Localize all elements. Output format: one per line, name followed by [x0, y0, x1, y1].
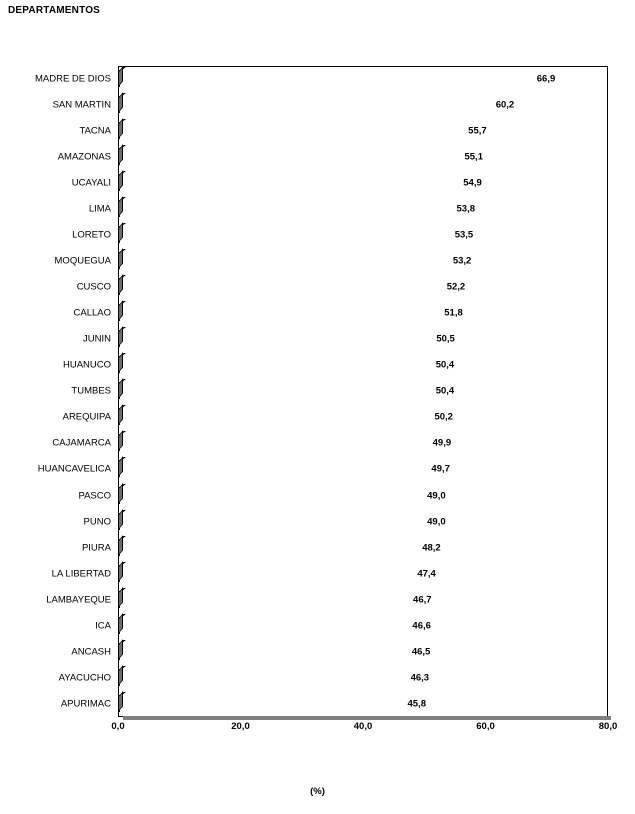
- bar: [118, 304, 435, 321]
- bar-row: [62, 352, 608, 378]
- bar-front-face: [118, 122, 120, 139]
- value-label: 53,5: [454, 229, 474, 241]
- bar-front-face: [118, 695, 120, 712]
- bar: [118, 382, 427, 399]
- category-label: MADRE DE DIOS: [34, 73, 111, 85]
- value-label: 49,7: [431, 463, 450, 475]
- bar-front-face: [118, 643, 120, 660]
- bar-side-face: [119, 144, 123, 164]
- bar-side-face: [119, 274, 123, 294]
- bar-row: [54, 248, 608, 274]
- category-label: LIMA: [88, 203, 111, 215]
- bar-row: [34, 66, 608, 92]
- bar-front-face: [118, 669, 120, 686]
- bar-row: [52, 92, 608, 118]
- bar-row: [79, 118, 608, 144]
- category-label: PUNO: [83, 516, 111, 528]
- bar: [118, 356, 427, 373]
- category-label: AYACUCHO: [58, 672, 111, 684]
- bar-side-face: [119, 431, 123, 451]
- bar-side-face: [119, 613, 123, 633]
- bar-side-face: [119, 561, 123, 581]
- category-label: PASCO: [78, 490, 111, 502]
- category-label: MOQUEGUA: [54, 255, 111, 267]
- bar-front-face: [118, 565, 120, 582]
- bar-side-face: [119, 639, 123, 659]
- category-label: APURIMAC: [60, 698, 111, 710]
- bar: [118, 539, 413, 556]
- bar-side-face: [119, 66, 123, 86]
- value-label: 49,9: [432, 437, 452, 449]
- bar: [118, 122, 459, 139]
- value-label: 50,2: [434, 411, 453, 423]
- value-label: 46,5: [411, 646, 431, 658]
- bar: [118, 278, 438, 295]
- category-label: TUMBES: [71, 385, 111, 397]
- bar-front-face: [118, 356, 120, 373]
- bar-side-face: [119, 665, 123, 685]
- bar-row: [46, 587, 608, 613]
- bar-row: [60, 691, 608, 717]
- value-label: 53,8: [456, 203, 476, 215]
- value-label: 45,8: [407, 698, 427, 710]
- category-label: AREQUIPA: [62, 411, 111, 423]
- category-label: PIURA: [81, 542, 111, 554]
- value-label: 46,7: [413, 594, 432, 606]
- bar-side-face: [119, 222, 123, 242]
- bar: [118, 174, 454, 191]
- bar-front-face: [118, 304, 120, 321]
- category-label: LA LIBERTAD: [51, 568, 111, 580]
- x-axis-title: (%): [310, 786, 325, 797]
- bar-row: [83, 509, 608, 535]
- bar-side-face: [119, 483, 123, 503]
- x-tick-label: 0,0: [111, 721, 125, 732]
- value-label: 52,2: [446, 281, 466, 293]
- bar-front-face: [118, 148, 120, 165]
- bar: [118, 408, 425, 425]
- category-label: JUNIN: [83, 333, 111, 345]
- category-label: CUSCO: [76, 281, 111, 293]
- bar: [118, 330, 427, 347]
- bar: [118, 669, 402, 686]
- value-label: 55,1: [464, 151, 483, 163]
- value-label: 49,0: [427, 516, 446, 528]
- bar-front-face: [118, 200, 120, 217]
- bar-row: [73, 300, 608, 326]
- value-label: 50,5: [436, 333, 455, 345]
- bar-row: [72, 222, 608, 248]
- value-label: 53,2: [452, 255, 472, 267]
- bar-side-face: [119, 535, 123, 555]
- bar-front-face: [118, 174, 120, 191]
- bar-row: [62, 404, 608, 430]
- value-label: 46,6: [412, 620, 431, 632]
- value-label: 47,4: [417, 568, 436, 580]
- bar-row: [71, 639, 608, 665]
- bar-row: [71, 378, 608, 404]
- bar-front-face: [118, 278, 120, 295]
- category-label: LAMBAYEQUE: [46, 594, 111, 606]
- bar-front-face: [118, 408, 120, 425]
- bar-row: [57, 144, 608, 170]
- bar-side-face: [119, 405, 123, 425]
- x-tick-label: 20,0: [231, 721, 250, 732]
- x-axis-ticks: [111, 721, 618, 741]
- bar-series: [34, 66, 608, 717]
- bar: [118, 513, 418, 530]
- bar-side-face: [119, 170, 123, 190]
- bar-side-face: [119, 457, 123, 477]
- bar-side-face: [119, 92, 123, 112]
- bar-front-face: [118, 434, 120, 451]
- bar-row: [37, 456, 608, 482]
- value-label: 50,4: [435, 359, 455, 371]
- bar-front-face: [118, 460, 120, 477]
- category-label: CALLAO: [73, 307, 111, 319]
- category-label: ICA: [95, 620, 111, 632]
- bar-front-face: [118, 330, 120, 347]
- bar: [118, 643, 403, 660]
- value-label: 50,4: [435, 385, 455, 397]
- bar-front-face: [118, 70, 120, 87]
- bar: [118, 252, 444, 269]
- bar-side-face: [119, 196, 123, 216]
- bar: [118, 148, 455, 165]
- bar-side-face: [119, 327, 123, 347]
- bar-front-face: [118, 382, 120, 399]
- x-tick-label: 40,0: [353, 721, 373, 732]
- value-label: 51,8: [444, 307, 463, 319]
- bar-side-face: [119, 587, 123, 607]
- bar: [118, 434, 424, 451]
- bar: [118, 96, 487, 113]
- bar: [118, 226, 446, 243]
- bar-front-face: [118, 539, 120, 556]
- x-tick-label: 80,0: [598, 721, 618, 732]
- bar-row: [52, 430, 608, 456]
- value-label: 66,9: [536, 73, 556, 85]
- bar-front-face: [118, 513, 120, 530]
- bar-row: [81, 535, 608, 561]
- value-label: 60,2: [495, 99, 515, 111]
- value-label: 49,0: [427, 490, 446, 502]
- category-label: HUANCAVELICA: [37, 463, 111, 475]
- bar-side-face: [119, 301, 123, 321]
- bar-row: [71, 170, 608, 196]
- value-label: 54,9: [463, 177, 482, 189]
- bar-side-face: [119, 248, 123, 268]
- bar-front-face: [118, 617, 120, 634]
- category-label: CAJAMARCA: [52, 437, 111, 449]
- bar-side-face: [119, 118, 123, 138]
- bar-side-face: [119, 691, 123, 711]
- x-tick-label: 60,0: [476, 721, 495, 732]
- value-label: 48,2: [422, 542, 441, 554]
- bar-front-face: [118, 252, 120, 269]
- bar-row: [95, 613, 608, 639]
- category-label: HUANUCO: [62, 359, 111, 371]
- bar-row: [58, 665, 608, 691]
- bar: [118, 695, 399, 712]
- bar: [118, 591, 404, 608]
- bar: [118, 200, 448, 217]
- bar: [118, 617, 403, 634]
- bar-row: [51, 561, 608, 587]
- category-label: TACNA: [79, 125, 111, 137]
- bar: [118, 565, 408, 582]
- page-title: DEPARTAMENTOS: [8, 5, 101, 16]
- category-label: LORETO: [72, 229, 111, 241]
- bar-row: [83, 326, 608, 352]
- bar-front-face: [118, 96, 120, 113]
- value-label: 55,7: [468, 125, 487, 137]
- bar-front-face: [118, 591, 120, 608]
- bar-side-face: [119, 509, 123, 529]
- bar-front-face: [118, 226, 120, 243]
- bar-front-face: [118, 487, 120, 504]
- bar-row: [78, 483, 608, 509]
- bar: [118, 70, 528, 87]
- bar-row: [88, 196, 608, 222]
- bar-side-face: [119, 353, 123, 373]
- bar: [118, 460, 422, 477]
- bar: [118, 487, 418, 504]
- category-label: ANCASH: [71, 646, 111, 658]
- value-label: 46,3: [410, 672, 430, 684]
- bar-row: [76, 274, 608, 300]
- category-label: SAN MARTIN: [52, 99, 111, 111]
- category-label: UCAYALI: [71, 177, 111, 189]
- bar-side-face: [119, 379, 123, 399]
- category-label: AMAZONAS: [57, 151, 111, 163]
